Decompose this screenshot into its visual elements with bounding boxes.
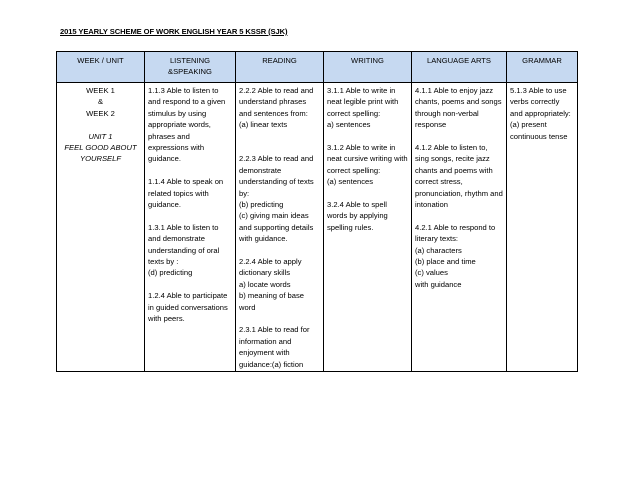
- document-title: 2015 YEARLY SCHEME OF WORK ENGLISH YEAR 5 KSSR (SJK): [60, 27, 288, 36]
- language-arts-standard-3-item-c: (c) values: [415, 268, 448, 278]
- grammar-cell: [507, 83, 578, 372]
- writing-standard-3: 3.2.4 Able to spell words by applying spelling rules.: [327, 200, 388, 232]
- listening-standard-3-item: (d) predicting: [148, 268, 193, 278]
- unit-title: FEEL GOOD ABOUT YOURSELF: [64, 143, 137, 164]
- header-listening-speaking: [145, 52, 236, 83]
- reading-standard-1: 2.2.2 Able to read and understand phrases and sentences from:: [239, 86, 314, 118]
- language-arts-standard-3-note: with guidance: [415, 279, 462, 289]
- writing-standard-1: 3.1.1 Able to write in neat legible print with correct spelling:: [327, 86, 399, 118]
- header-reading: READING: [236, 52, 324, 83]
- table-row: [57, 83, 578, 372]
- week-1-label: WEEK 1: [86, 86, 115, 95]
- header-row: [57, 52, 578, 83]
- listening-standard-4: 1.2.4 Able to participate in guided conversations with peers.: [148, 291, 228, 324]
- week-2-label: WEEK 2: [86, 108, 115, 118]
- scheme-of-work-table: [56, 51, 578, 372]
- reading-standard-2-item-b: (b) predicting: [239, 200, 284, 210]
- header-language-arts: LANGUAGE ARTS: [412, 52, 507, 83]
- listening-standard-3: 1.3.1 Able to listen to and demonstrate understanding of oral texts by :: [148, 222, 220, 267]
- writing-cell: [324, 83, 412, 372]
- reading-standard-3-item-b: b) meaning of base word: [239, 291, 305, 312]
- week-ampersand: &: [97, 97, 104, 107]
- writing-standard-1-item: a) sentences: [327, 120, 371, 130]
- listening-cell: [145, 83, 236, 372]
- header-grammar: GRAMMAR: [507, 52, 578, 83]
- language-arts-standard-2: 4.1.2 Able to listen to, sing songs, recite jazz chants and poems with correct stress, pronunciation, rhythm and intonation: [415, 143, 503, 210]
- reading-cell: [236, 83, 324, 372]
- language-arts-cell: [412, 83, 507, 372]
- header-writing: WRITING: [324, 52, 412, 83]
- language-arts-standard-3-item-b: (b) place and time: [415, 257, 476, 267]
- reading-standard-4: 2.3.1 Able to read for information and enjoyment with guidance:(a) fiction: [239, 325, 310, 369]
- language-arts-standard-3: 4.2.1 Able to respond to literary texts:: [415, 222, 496, 244]
- reading-standard-3-item-a: a) locate words: [239, 279, 291, 289]
- header-week-unit: WEEK / UNIT: [57, 52, 145, 83]
- language-arts-standard-1: 4.1.1 Able to enjoy jazz chants, poems and songs through non-verbal response: [415, 86, 502, 130]
- reading-standard-2: 2.2.3 Able to read and demonstrate understanding of texts by:: [239, 154, 314, 198]
- header-listening-label: LISTENING &SPEAKING: [168, 56, 212, 77]
- reading-standard-1-item: (a) linear texts: [239, 120, 288, 130]
- grammar-standard-1-item: (a) present continuous tense: [510, 120, 568, 141]
- listening-standard-1: 1.1.3 Able to listen to and respond to a given stimulus by using appropriate words, phrases and expressions with guidance.: [148, 86, 226, 164]
- grammar-standard-1: 5.1.3 Able to use verbs correctly and appropriately:: [510, 86, 571, 118]
- writing-standard-2: 3.1.2 Able to write in neat cursive writing with correct spelling:: [327, 143, 408, 175]
- week-unit-cell: [57, 83, 145, 372]
- writing-standard-2-item: (a) sentences: [327, 177, 374, 187]
- language-arts-standard-3-item-a: (a) characters: [415, 245, 462, 255]
- listening-standard-2: 1.1.4 Able to speak on related topics with guidance.: [148, 177, 224, 210]
- unit-label: UNIT 1: [88, 131, 113, 141]
- reading-standard-3: 2.2.4 Able to apply dictionary skills: [239, 257, 302, 278]
- reading-standard-2-item-c: (c) giving main ideas and supporting details with guidance.: [239, 211, 314, 244]
